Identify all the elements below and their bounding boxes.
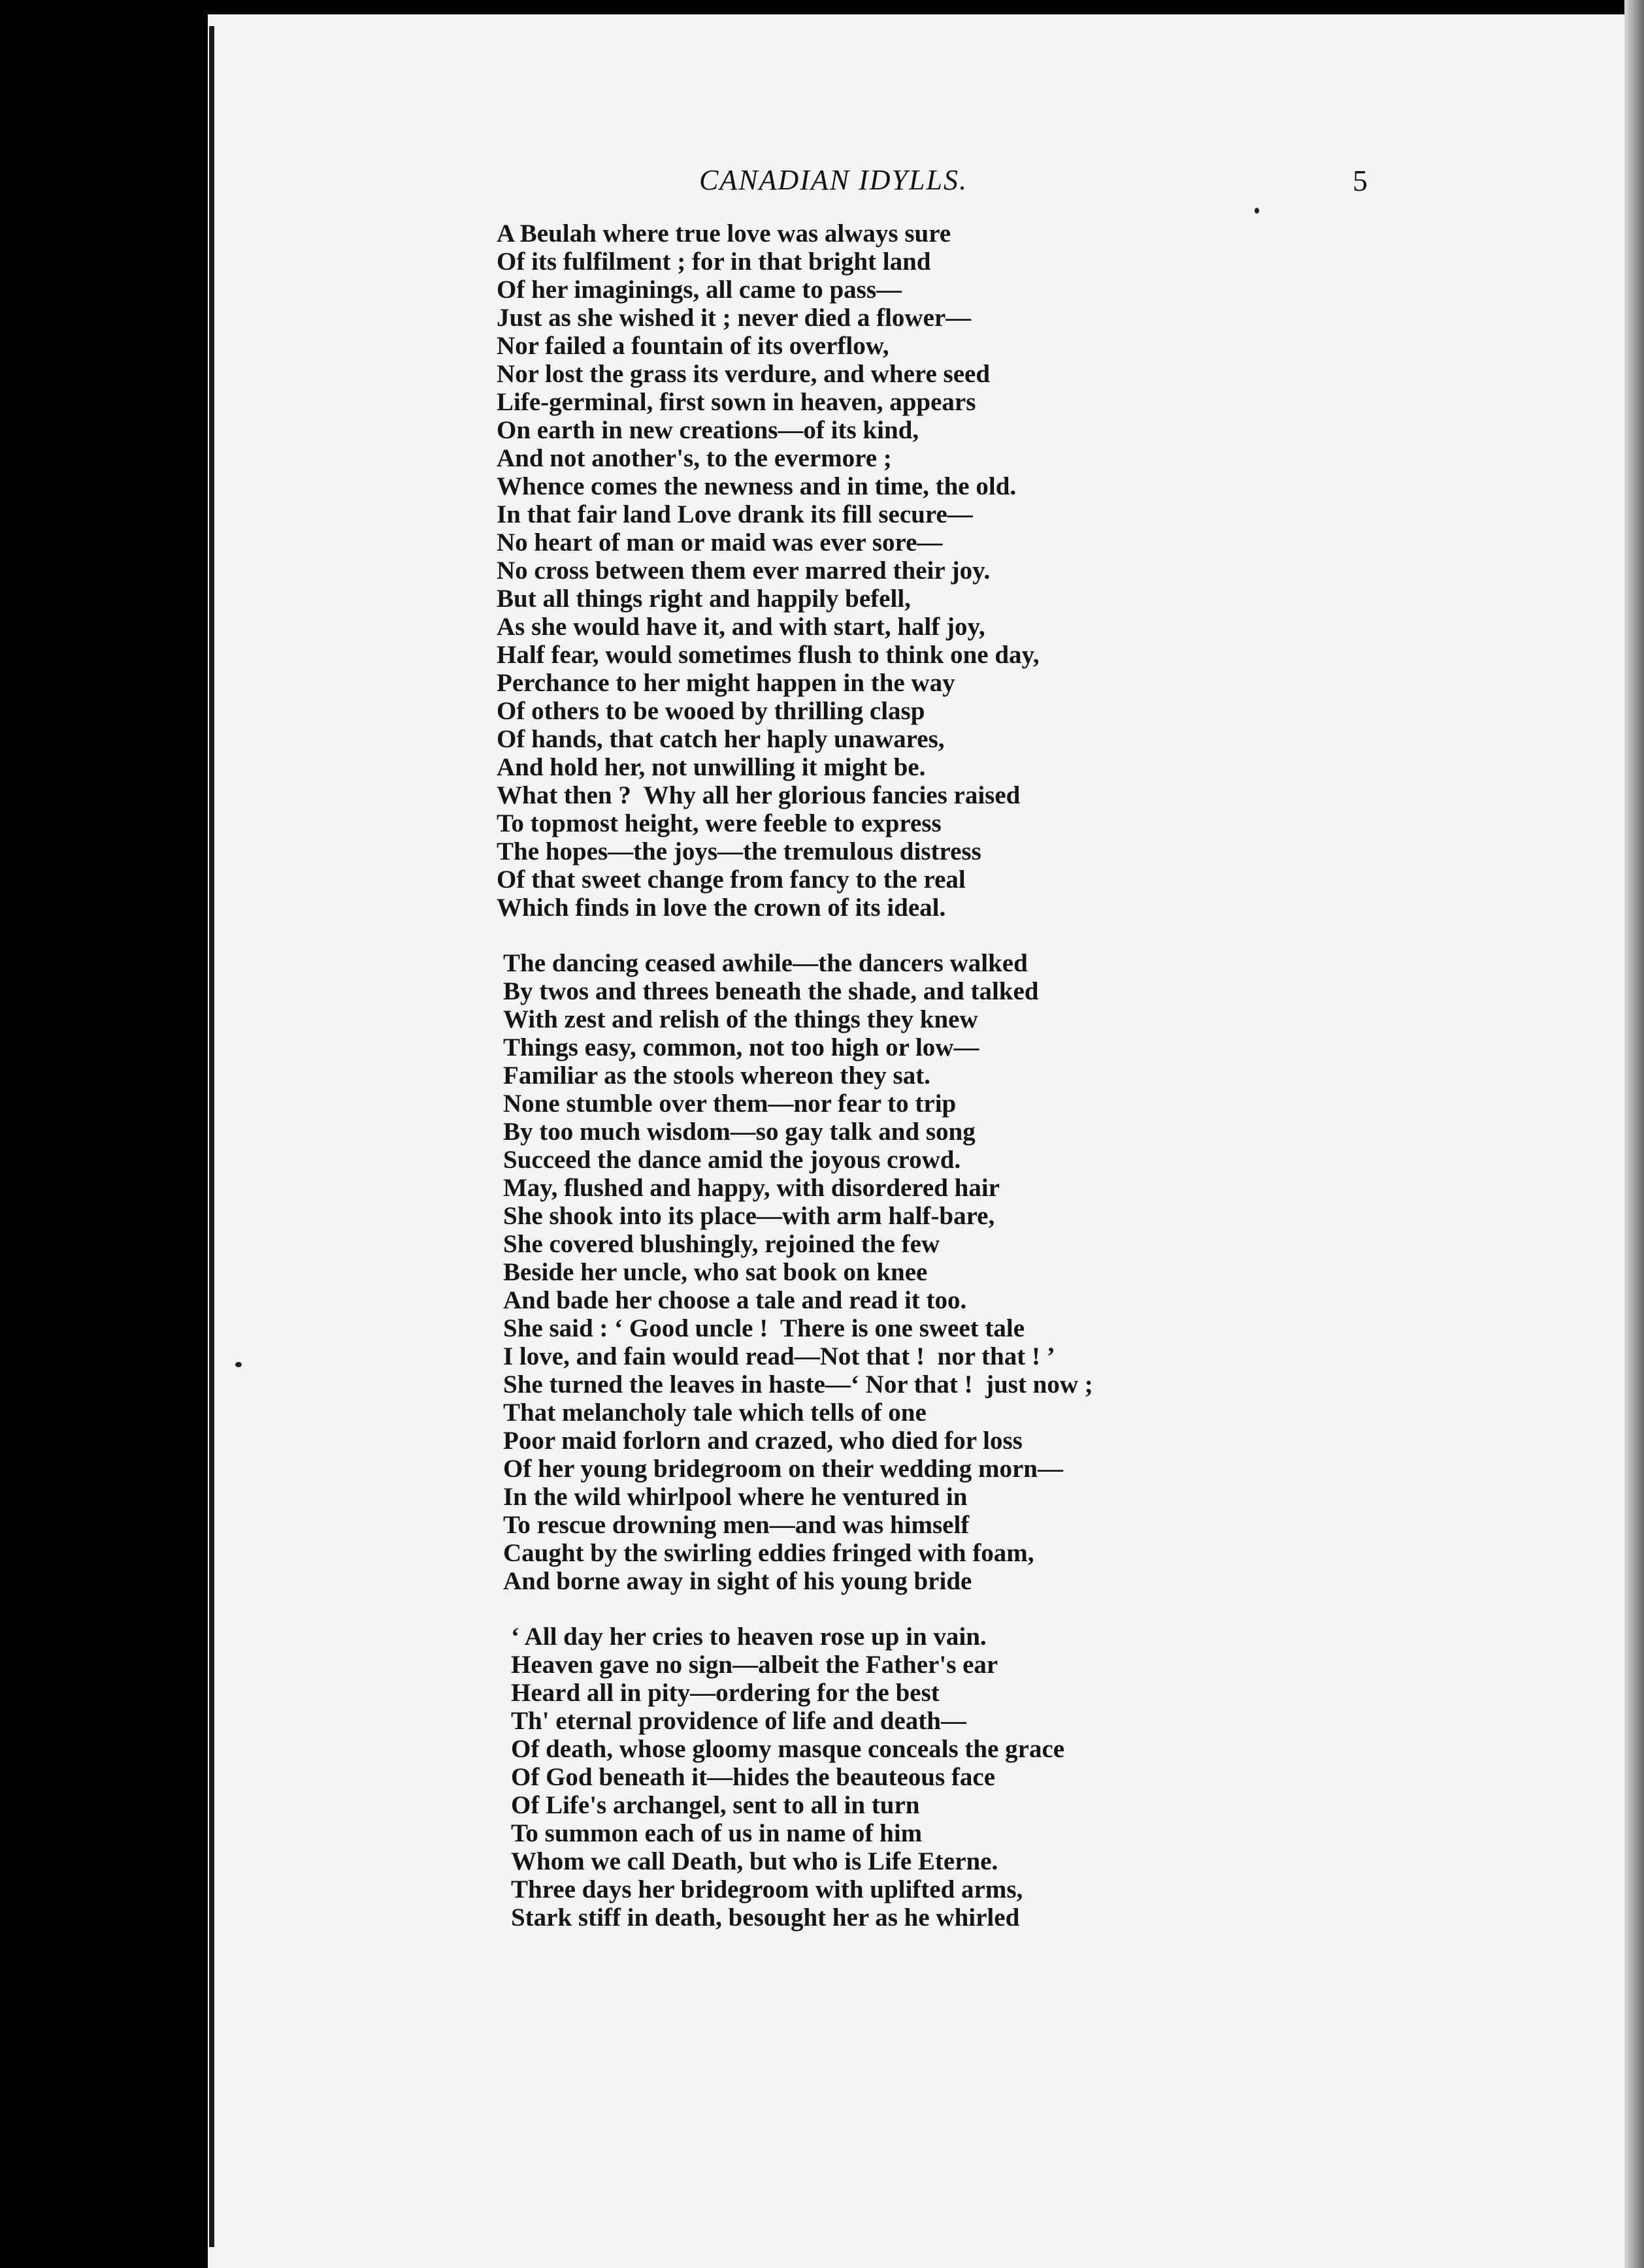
poem-line: No cross between them ever marred their joy.: [497, 557, 991, 585]
poem-line: Of hands, that catch her haply unawares,: [497, 725, 945, 753]
page-edge-shadow: [1624, 0, 1644, 2268]
poem-line: Of others to be wooed by thrilling clasp: [497, 697, 925, 725]
poem-line: She shook into its place—with arm half-bare,: [503, 1202, 995, 1230]
poem-line: Whence comes the newness and in time, the old.: [497, 472, 1017, 500]
poem-line: She said : ‘ Good uncle ! There is one sweet tale: [503, 1314, 1025, 1342]
poem-line: By too much wisdom—so gay talk and song: [503, 1118, 976, 1146]
poem-line: Heaven gave no sign—albeit the Father's ear: [511, 1651, 998, 1679]
poem-line: But all things right and happily befell,: [497, 585, 911, 613]
poem-line: Of her imaginings, all came to pass—: [497, 276, 902, 304]
poem-line: Of that sweet change from fancy to the real: [497, 866, 966, 894]
poem-line: Poor maid forlorn and crazed, who died for loss: [503, 1427, 1023, 1455]
poem-line: ‘ All day her cries to heaven rose up in vain.: [511, 1623, 987, 1651]
poem-line: What then ? Why all her glorious fancies raised: [497, 781, 1021, 809]
stanza-3: [497, 1623, 1346, 1932]
poem-line: No heart of man or maid was ever sore—: [497, 528, 943, 557]
poem-line: Heard all in pity—ordering for the best: [511, 1679, 940, 1707]
poem-line: Nor lost the grass its verdure, and where seed: [497, 360, 991, 388]
page-number: 5: [1353, 164, 1368, 197]
poem-line: The dancing ceased awhile—the dancers walked: [503, 949, 1028, 977]
poem-line: Three days her bridegroom with uplifted arms,: [511, 1875, 1023, 1904]
running-title: CANADIAN IDYLLS.: [699, 164, 968, 196]
poem-line: To rescue drowning men—and was himself: [503, 1511, 970, 1539]
poem-text: [497, 219, 1346, 1932]
poem-line: And borne away in sight of his young bride: [503, 1567, 972, 1595]
stanza-gap: [497, 1595, 1346, 1623]
scan-speck: [1255, 208, 1259, 214]
poem-line: As she would have it, and with start, half joy,: [497, 613, 985, 641]
poem-line: Beside her uncle, who sat book on knee: [503, 1258, 928, 1286]
poem-line: May, flushed and happy, with disordered hair: [503, 1174, 1000, 1202]
poem-line: With zest and relish of the things they knew: [503, 1005, 978, 1033]
scan-top-edge: [208, 0, 1644, 14]
poem-line: Just as she wished it ; never died a flower—: [497, 304, 972, 332]
poem-line: A Beulah where true love was always sure: [497, 219, 951, 248]
poem-line: Things easy, common, not too high or low—: [503, 1033, 979, 1061]
poem-line: Succeed the dance amid the joyous crowd.: [503, 1146, 961, 1174]
poem-line: That melancholy tale which tells of one: [503, 1399, 927, 1427]
poem-line: She covered blushingly, rejoined the few: [503, 1230, 940, 1258]
poem-line: Th' eternal providence of life and death—: [511, 1707, 966, 1735]
page-gutter: [209, 26, 214, 2247]
poem-line: She turned the leaves in haste—‘ Nor that ! just now ;: [503, 1370, 1093, 1399]
poem-line: I love, and fain would read—Not that ! nor that ! ’: [503, 1342, 1055, 1370]
poem-line: The hopes—the joys—the tremulous distress: [497, 837, 981, 866]
poem-line: And bade her choose a tale and read it too.: [503, 1286, 967, 1314]
poem-line: Life-germinal, first sown in heaven, appears: [497, 388, 976, 416]
stanza-2: [497, 949, 1346, 1595]
poem-line: Caught by the swirling eddies fringed with foam,: [503, 1539, 1034, 1567]
poem-line: Stark stiff in death, besought her as he whirled: [511, 1904, 1020, 1932]
poem-line: By twos and threes beneath the shade, and talked: [503, 977, 1039, 1005]
stanza-1: [497, 219, 1346, 922]
poem-line: None stumble over them—nor fear to trip: [503, 1090, 957, 1118]
stanza-gap: [497, 922, 1346, 949]
poem-line: Whom we call Death, but who is Life Eterne.: [511, 1847, 998, 1875]
poem-line: In the wild whirlpool where he ventured in: [503, 1483, 968, 1511]
scan-speck: [235, 1362, 242, 1367]
poem-line: Of its fulfilment ; for in that bright land: [497, 248, 931, 276]
poem-line: To summon each of us in name of him: [511, 1819, 923, 1847]
poem-line: Perchance to her might happen in the way: [497, 669, 955, 697]
poem-line: To topmost height, were feeble to express: [497, 809, 942, 837]
poem-line: On earth in new creations—of its kind,: [497, 416, 919, 444]
poem-line: Of Life's archangel, sent to all in turn: [511, 1791, 920, 1819]
poem-line: Half fear, would sometimes flush to think one day,: [497, 641, 1040, 669]
poem-line: And not another's, to the evermore ;: [497, 444, 892, 472]
poem-line: In that fair land Love drank its fill secure—: [497, 500, 973, 528]
poem-line: And hold her, not unwilling it might be.: [497, 753, 926, 781]
poem-line: Nor failed a fountain of its overflow,: [497, 332, 889, 360]
poem-line: Of God beneath it—hides the beauteous face: [511, 1763, 995, 1791]
poem-line: Which finds in love the crown of its ideal.: [497, 894, 946, 922]
poem-line: Of death, whose gloomy masque conceals the grace: [511, 1735, 1065, 1763]
poem-line: Familiar as the stools whereon they sat.: [503, 1061, 930, 1090]
poem-line: Of her young bridegroom on their wedding morn—: [503, 1455, 1063, 1483]
